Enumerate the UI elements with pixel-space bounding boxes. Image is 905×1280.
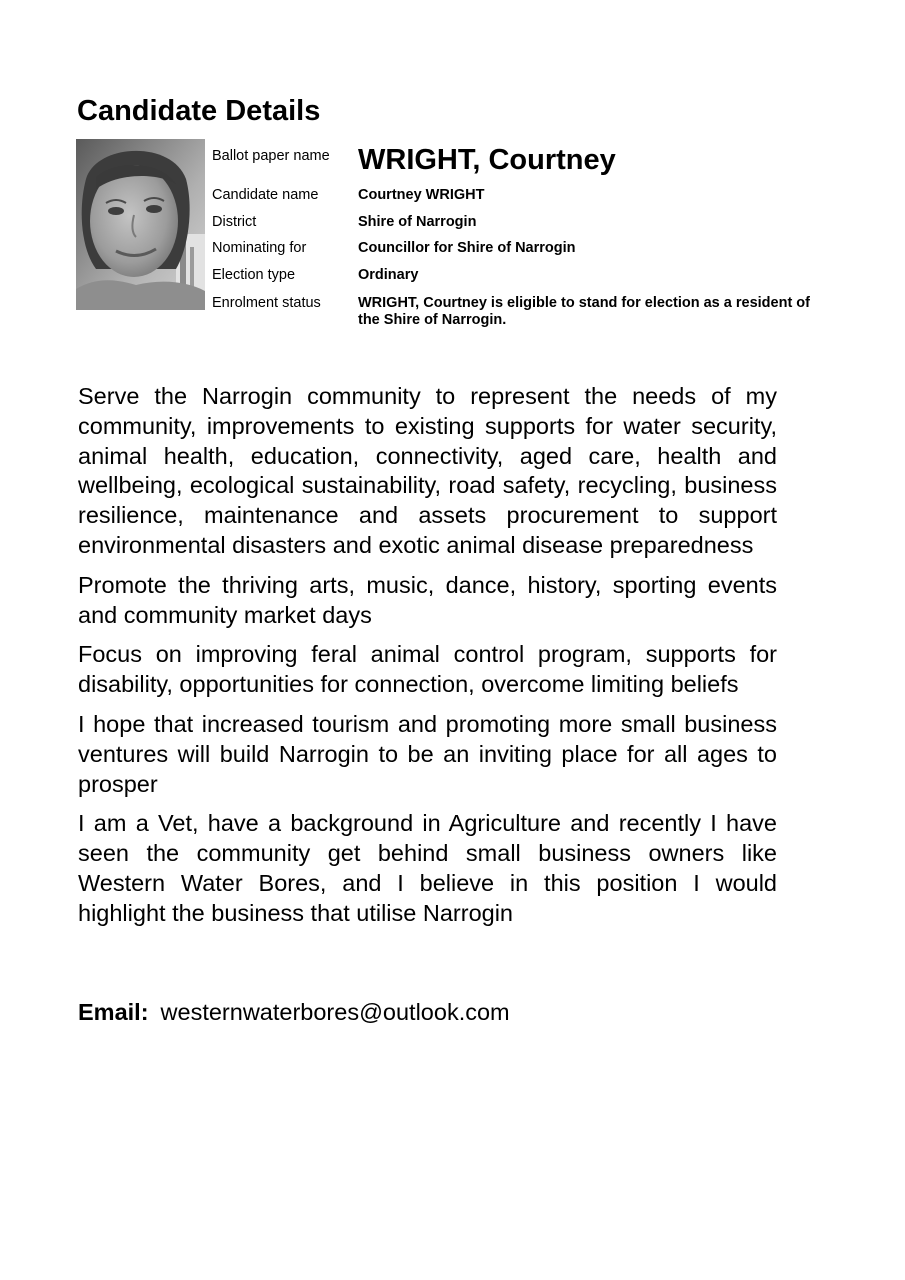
contact-email [78, 997, 510, 1027]
candidate-name-value: Courtney WRIGHT [358, 187, 485, 203]
email-address: westernwaterbores@outlook.com [160, 999, 510, 1025]
statement-paragraph: Serve the Narrogin community to represent the needs of my community, improvements to existing supports for water security, animal health, education, connectivity, aged care, health and wellbeing, ecological sustainability, road safety, recycling, business resilience, maintenance and assets procurement to support environmental disasters and exotic animal disease preparedness [78, 383, 777, 558]
candidate-photo [76, 139, 205, 310]
statement-paragraph: I hope that increased tourism and promoting more small business ventures will build Narrogin to be an inviting place for all ages to prosper [78, 710, 777, 797]
statement-paragraph: I am a Vet, have a background in Agriculture and recently I have seen the community get behind small business owners like Western Water Bores, and I believe in this position I would highlight the business that utilise Narrogin [78, 810, 777, 926]
election-type-label: Election type [212, 267, 296, 283]
candidate-name-label: Candidate name [212, 187, 319, 203]
nominating-for-label: Nominating for [212, 240, 307, 256]
election-type-value: Ordinary [358, 267, 419, 283]
enrolment-status-label: Enrolment status [212, 295, 321, 311]
page-title: Candidate Details [77, 95, 321, 127]
ballot-paper-name-label: Ballot paper name [212, 148, 330, 164]
candidate-statement [78, 382, 777, 939]
nominating-for-value: Councillor for Shire of Narrogin [358, 240, 576, 256]
district-value: Shire of Narrogin [358, 214, 477, 230]
ballot-paper-name-value: WRIGHT, Courtney [358, 144, 616, 176]
district-label: District [212, 214, 257, 230]
email-label: Email: [78, 999, 149, 1025]
statement-paragraph: Promote the thriving arts, music, dance, history, sporting events and community market days [78, 571, 777, 628]
statement-paragraph: Focus on improving feral animal control program, supports for disability, opportunities for connection, overcome limiting beliefs [78, 641, 777, 698]
enrolment-status-value: WRIGHT, Courtney is eligible to stand for election as a resident of the Shire of Narrogin. [358, 295, 810, 328]
